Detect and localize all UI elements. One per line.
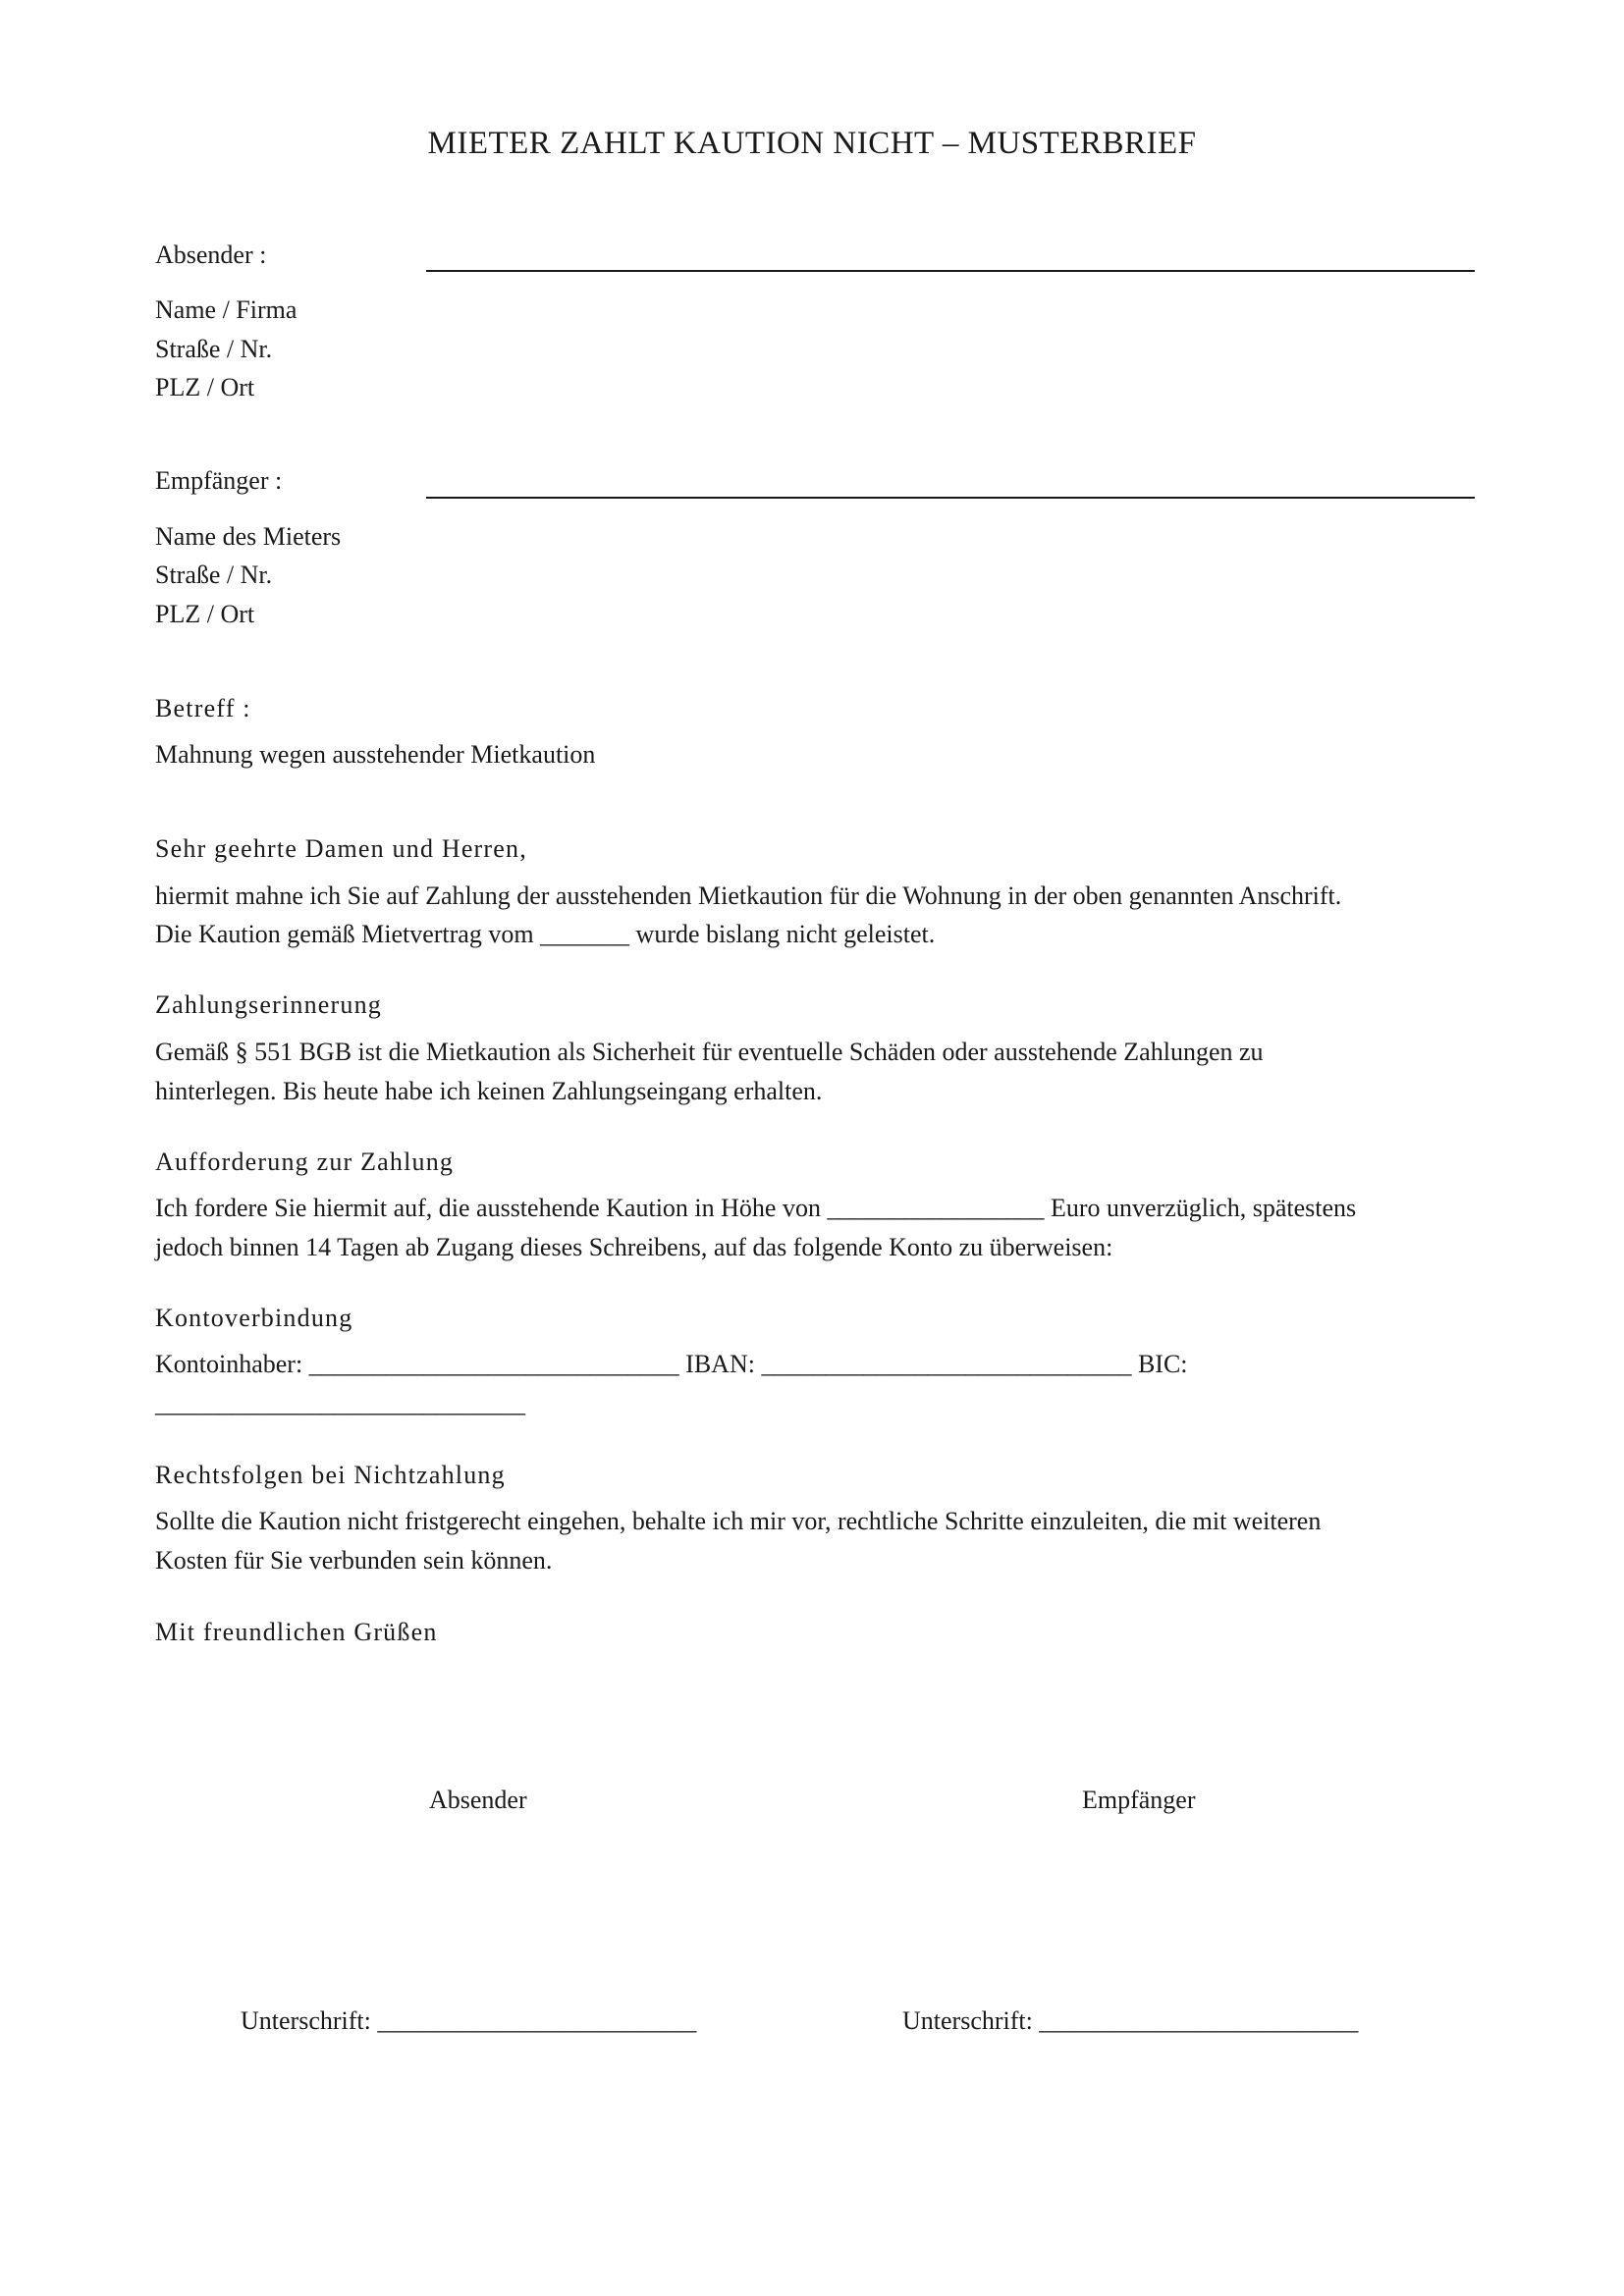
signature-role-recipient: Empfänger (1082, 1786, 1196, 1814)
recipient-label: Empfänger : (155, 466, 283, 495)
reminder-line-2: hinterlegen. Bis heute habe ich keinen Zahlungseingang erhalten. (155, 1077, 823, 1105)
recipient-line-name: Name des Mieters (155, 522, 342, 551)
consequences-line-2: Kosten für Sie verbunden sein können. (155, 1546, 553, 1575)
page-title: MIETER ZAHLT KAUTION NICHT – MUSTERBRIEF (427, 126, 1197, 161)
sender-label: Absender : (155, 240, 267, 269)
intro-line-1: hiermit mahne ich Sie auf Zahlung der ausstehenden Mietkaution für die Wohnung in der oben genannten Anschrift. (155, 881, 1342, 910)
bank-line-2: _____________________________ (155, 1389, 525, 1417)
closing: Mit freundlichen Grüßen (155, 1618, 438, 1646)
bank-heading: Kontoverbindung (155, 1304, 353, 1332)
reminder-heading: Zahlungserinnerung (155, 990, 382, 1019)
sender-line-name: Name / Firma (155, 295, 298, 324)
signature-line-sender: Unterschrift: _________________________ (241, 2006, 697, 2035)
recipient-line-street: Straße / Nr. (155, 561, 273, 589)
recipient-rule (426, 497, 1475, 499)
demand-heading: Aufforderung zur Zahlung (155, 1148, 455, 1176)
sender-rule (426, 270, 1475, 272)
signature-role-sender: Absender (429, 1786, 527, 1814)
signature-line-recipient: Unterschrift: _________________________ (902, 2006, 1359, 2035)
sender-line-city: PLZ / Ort (155, 373, 255, 401)
bank-line-1: Kontoinhaber: _____________________________ IBAN: _____________________________ BIC: (155, 1350, 1188, 1378)
reminder-line-1: Gemäß § 551 BGB ist die Mietkaution als Sicherheit für eventuelle Schäden oder ausstehende Zahlungen zu (155, 1038, 1264, 1066)
consequences-line-1: Sollte die Kaution nicht fristgerecht eingehen, behalte ich mir vor, rechtliche Schritte einzuleiten, die mit weiteren (155, 1507, 1322, 1535)
intro-line-2: Die Kaution gemäß Mietvertrag vom _______ wurde bislang nicht geleistet. (155, 920, 936, 948)
salutation: Sehr geehrte Damen und Herren, (155, 834, 527, 863)
subject-label: Betreff : (155, 694, 251, 722)
recipient-line-city: PLZ / Ort (155, 600, 255, 628)
demand-line-2: jedoch binnen 14 Tagen ab Zugang dieses Schreibens, auf das folgende Konto zu überweisen: (155, 1233, 1113, 1261)
sender-line-street: Straße / Nr. (155, 335, 273, 363)
consequences-heading: Rechtsfolgen bei Nichtzahlung (155, 1461, 506, 1489)
subject-text: Mahnung wegen ausstehender Mietkaution (155, 740, 596, 769)
demand-line-1: Ich fordere Sie hiermit auf, die ausstehende Kaution in Höhe von _________________ Euro unverzüglich, spätestens (155, 1194, 1357, 1222)
